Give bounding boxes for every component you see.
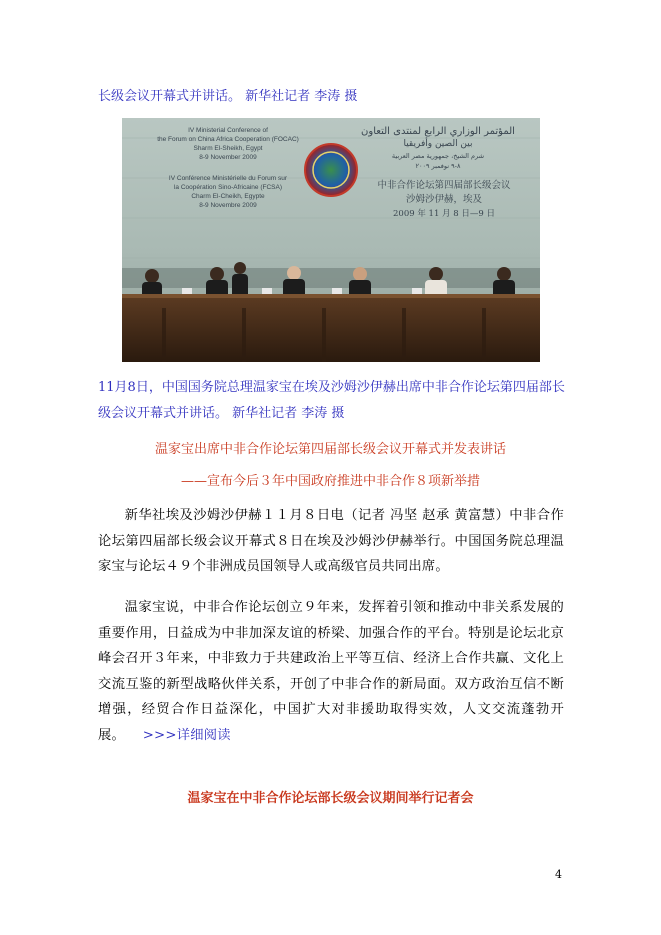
conference-table: [122, 296, 540, 362]
banner-zh-3: 2009 年 11 月 8 日—9 日: [393, 209, 495, 219]
photo-caption-bottom: 11月8日，中国国务院总理温家宝在埃及沙姆沙伊赫出席中非合作论坛第四届部长级会议开幕式并讲话。 新华社记者 李涛 摄: [98, 380, 565, 421]
banner-ar-4: ٨-٩ نوفمبر ٢٠٠٩: [415, 162, 461, 170]
related-headline[interactable]: 温家宝在中非合作论坛部长级会议期间举行记者会: [187, 791, 474, 806]
banner-en-4: 8-9 November 2009: [199, 154, 257, 161]
banner-ar-3: شرم الشيخ، جمهورية مصر العربية: [391, 152, 485, 160]
paragraph-1: [98, 503, 564, 580]
banner-fr-3: Charm El-Cheikh, Egypte: [191, 193, 265, 200]
page-number: 4: [555, 868, 562, 881]
conference-photo: [122, 118, 540, 362]
paragraph-1-text: 新华社埃及沙姆沙伊赫１１月８日电（记者 冯坚 赵承 黄富慧）中非合作论坛第四届部长级会议开幕式８日在埃及沙姆沙伊赫举行。中国国务院总理温家宝与论坛４９个非洲成员国领导人或高级官员共同出席。: [98, 508, 564, 574]
banner-fr-4: 8-9 Novembre 2009: [199, 202, 257, 209]
article-subheadline[interactable]: ——宣布今后３年中国政府推进中非合作８项新举措: [180, 474, 480, 489]
paragraph-2: [98, 595, 564, 748]
paragraph-2-text: 温家宝说，中非合作论坛创立９年来，发挥着引领和推动中非关系发展的重要作用，日益成为中非加深友谊的桥梁、加强合作的平台。特别是论坛北京峰会召开３年来，中非致力于共建政治上平等互信、经济上合作共赢、文化上交流互鉴的新型战略伙伴关系，开创了中非合作的新局面。双方政治互信不断增强，经贸合作日益深化，中国扩大对非援助取得实效，人文交流蓬勃开展。: [98, 600, 564, 743]
banner-fr-2: la Coopération Sino-Africaine (FCSA): [173, 184, 283, 191]
banner-zh-2: 沙姆沙伊赫，埃及: [405, 194, 483, 205]
article-headline[interactable]: 温家宝出席中非合作论坛第四届部长级会议开幕式并发表讲话: [154, 442, 506, 457]
banner-ar-1: المؤتمر الوزاري الرابع لمنتدى التعاون: [361, 126, 515, 137]
banner-en-2: the Forum on China Africa Cooperation (FOCAC): [157, 136, 299, 143]
banner-en-3: Sharm El-Sheikh, Egypt: [193, 145, 263, 152]
conference-photo-drawing: [122, 118, 540, 362]
read-more-link[interactable]: >>>详细阅读: [142, 727, 231, 743]
banner-ar-2: بين الصين وأفريقيا: [403, 139, 473, 149]
banner-en-1: IV Ministerial Conference of: [188, 127, 268, 134]
banner-zh-1: 中非合作论坛第四届部长级会议: [377, 180, 511, 191]
photo-caption-top: 长级会议开幕式并讲话。 新华社记者 李涛 摄: [98, 89, 358, 104]
banner-fr-1: IV Conférence Ministérielle du Forum sur: [168, 175, 288, 182]
paragraph-2-body: [98, 595, 564, 748]
